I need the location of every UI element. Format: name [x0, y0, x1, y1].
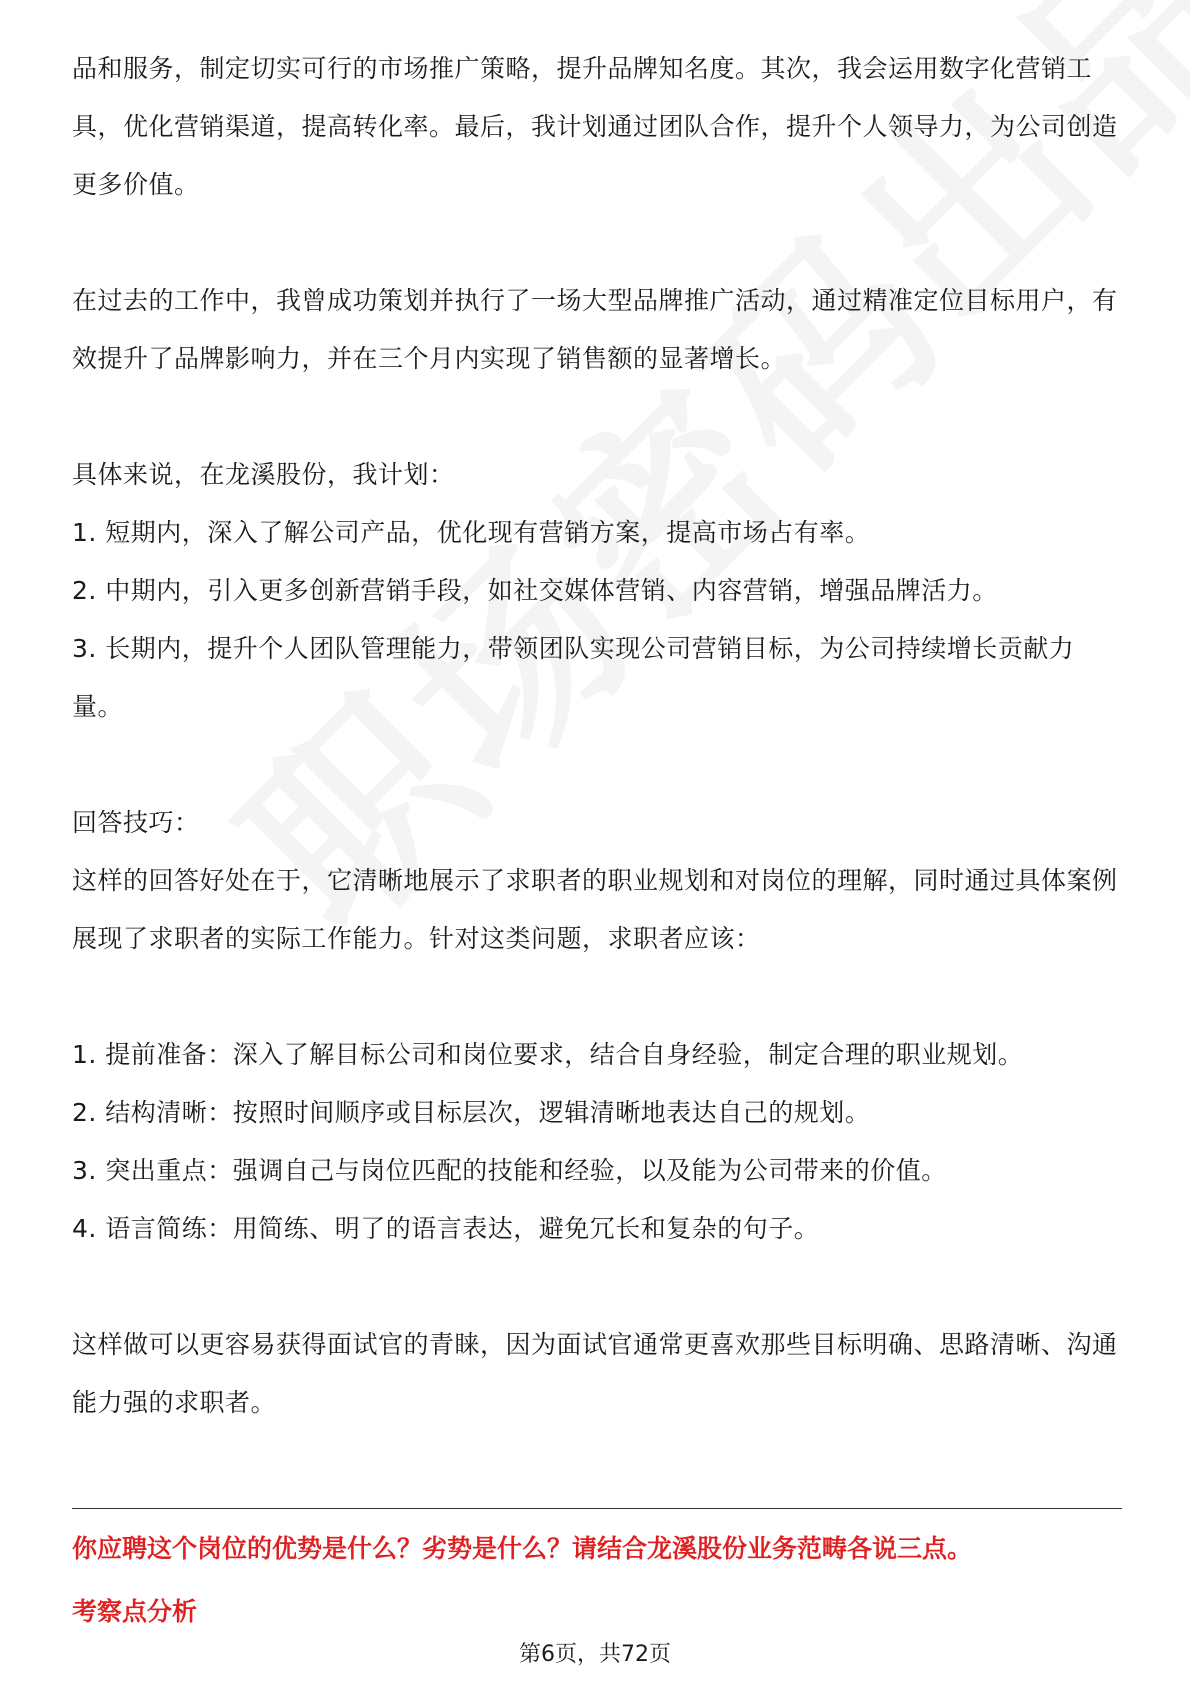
tip-item: 2. 结构清晰：按照时间顺序或目标层次，逻辑清晰地表达自己的规划。 — [72, 1098, 871, 1127]
tips-body: 这样的回答好处在于，它清晰地展示了求职者的职业规划和对岗位的理解，同时通过具体案例展现了求职者的实际工作能力。针对这类问题，求职者应该： — [72, 866, 1118, 953]
page-number: 第6页，共72页 — [519, 1642, 671, 1667]
tip-item: 3. 突出重点：强调自己与岗位匹配的技能和经验，以及能为公司带来的价值。 — [72, 1156, 947, 1185]
tip-item: 1. 提前准备：深入了解目标公司和岗位要求，结合自身经验，制定合理的职业规划。 — [72, 1040, 1024, 1069]
section-divider — [72, 1508, 1122, 1509]
tip-item: 4. 语言简练：用简练、明了的语言表达，避免冗长和复杂的句子。 — [72, 1214, 820, 1243]
document-body — [72, 40, 1122, 1432]
paragraph-plan-intro: 具体来说，在龙溪股份，我计划： — [72, 460, 455, 489]
next-question-heading: 你应聘这个岗位的优势是什么？劣势是什么？请结合龙溪股份业务范畴各说三点。 — [72, 1534, 973, 1563]
plan-item: 1. 短期内，深入了解公司产品，优化现有营销方案，提高市场占有率。 — [72, 518, 871, 547]
paragraph-conclusion: 这样做可以更容易获得面试官的青睐，因为面试官通常更喜欢那些目标明确、思路清晰、沟通能力强的求职者。 — [72, 1330, 1118, 1417]
plan-item: 2. 中期内，引入更多创新营销手段，如社交媒体营销、内容营销，增强品牌活力。 — [72, 576, 998, 605]
paragraph-strategy: 品和服务，制定切实可行的市场推广策略，提升品牌知名度。其次，我会运用数字化营销工具，优化营销渠道，提高转化率。最后，我计划通过团队合作，提升个人领导力，为公司创造更多价值。 — [72, 54, 1118, 199]
analysis-heading: 考察点分析 — [72, 1597, 198, 1626]
plan-item: 3. 长期内，提升个人团队管理能力，带领团队实现公司营销目标，为公司持续增长贡献力量。 — [72, 634, 1075, 721]
paragraph-experience: 在过去的工作中，我曾成功策划并执行了一场大型品牌推广活动，通过精准定位目标用户，有效提升了品牌影响力，并在三个月内实现了销售额的显著增长。 — [72, 286, 1118, 373]
tips-heading: 回答技巧： — [72, 808, 200, 837]
